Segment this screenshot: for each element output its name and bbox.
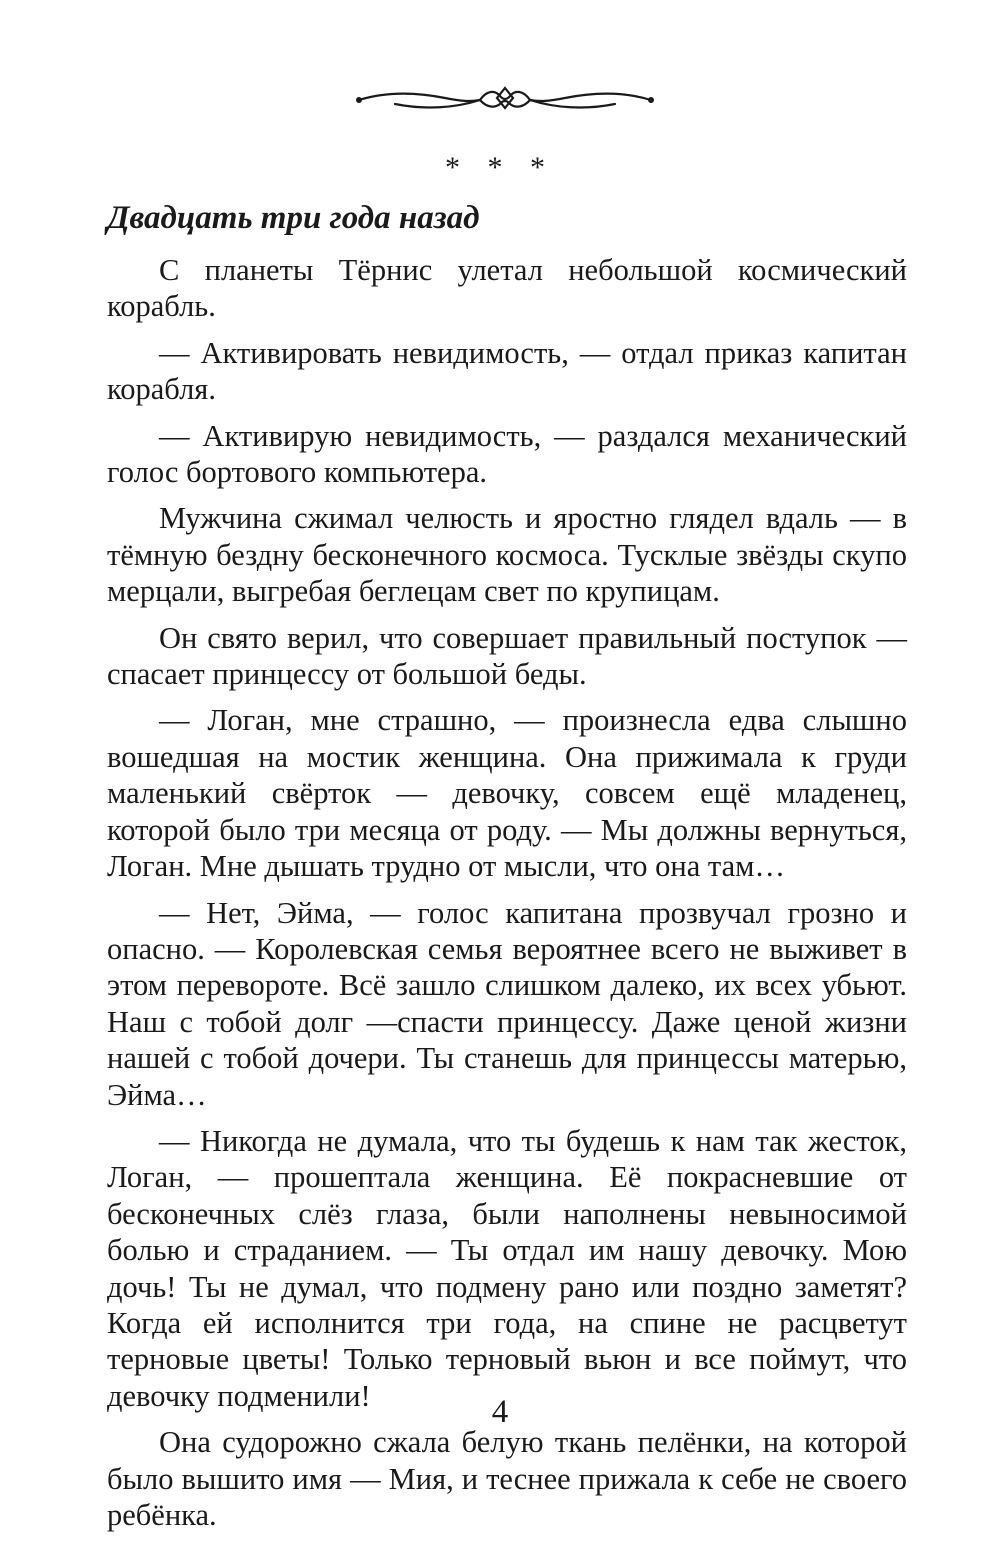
flourish-ornament-icon	[355, 78, 655, 118]
body-text	[107, 252, 907, 1543]
chapter-title: Двадцать три года назад	[107, 200, 480, 236]
paragraph: Он свято верил, что совершает правильный поступок — спасает принцессу от большой беды.	[107, 620, 907, 692]
paragraph: Мужчина сжимал челюсть и яростно глядел вдаль — в тёмную бездну бесконечного космоса. Тусклые звёзды скупо мерцали, выгребая беглецам свет по крупицам.	[107, 501, 907, 609]
paragraph: — Активировать невидимость, — отдал приказ капитан корабля.	[107, 335, 907, 407]
section-separator: * * *	[445, 151, 555, 184]
paragraph: С планеты Тёрнис улетал небольшой космический корабль.	[107, 253, 907, 324]
paragraph: — Никогда не думала, что ты будешь к нам так жесток, Логан, — прошептала женщина. Её покрасневшие от бесконечных слёз глаза, были наполнены невыносимой болью и страданием. — Ты отдал им нашу девочку. Мою дочь! Ты не думал, что подмену рано или поздно заметят? Когда ей исполнится три года, на спине не расцветут терновые цветы! Только терновый вьюн и все поймут, что девочку подменили!	[107, 1123, 907, 1413]
paragraph: Она судорожно сжала белую ткань пелёнки, на которой было вышито имя — Мия, и теснее прижала к себе не своего ребёнка.	[107, 1425, 907, 1532]
paragraph: — Нет, Эйма, — голос капитана прозвучал грозно и опасно. — Королевская семья вероятнее всего не выживет в этом перевороте. Всё зашло слишком далеко, их всех убьют. Наш с тобой долг —спасти принцессу. Даже ценой жизни нашей с тобой дочери. Ты станешь для принцессы матерью, Эйма…	[107, 895, 907, 1112]
paragraph: — Активирую невидимость, — раздался механический голос бортового компьютера.	[107, 418, 907, 490]
page-number: 4	[491, 1394, 509, 1430]
paragraph: — Логан, мне страшно, — произнесла едва слышно вошедшая на мостик женщина. Она прижимала к груди маленький свёрток — девочку, совсем ещё младенец, которой было три месяца от роду. — Мы должны вернуться, Логан. Мне дышать трудно от мысли, что она там…	[107, 703, 907, 884]
